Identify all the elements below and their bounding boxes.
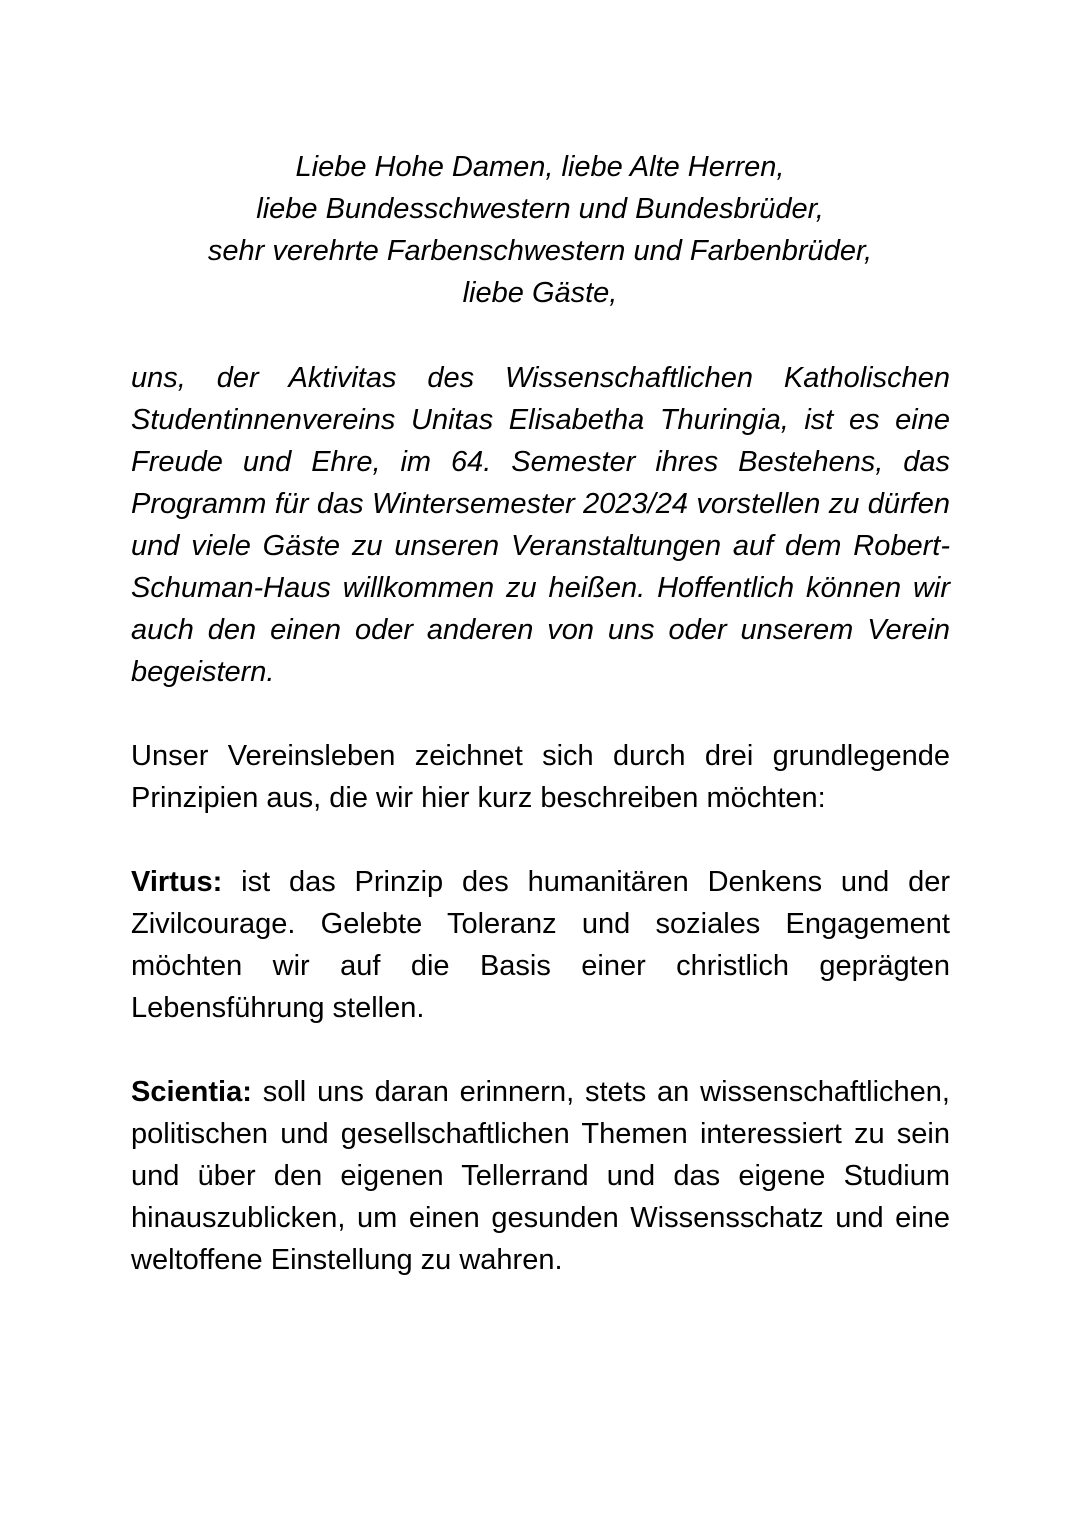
principles-intro-paragraph: Unser Vereinsleben zeichnet sich durch drei grundlegende Prinzipien aus, die wir hier kurz beschreiben möchten: [131,740,950,814]
principle-term: Scientia: [131,1076,252,1108]
greeting-line: Liebe Hohe Damen, liebe Alte Herren, [295,151,785,183]
principle-text: soll uns daran erinnern, stets an wissenschaftlichen, politischen und gesellschaftlichen Themen interessiert zu sein und über den eigenen Tellerrand und das eigene Studium hinauszublicken, um einen gesunden Wissensschatz und eine weltoffene Einstellung zu wahren. [131,1076,950,1276]
principle-term: Virtus: [131,866,223,898]
greeting [130,146,950,314]
principle-scientia [131,1071,950,1281]
greeting-line: liebe Gäste, [462,277,618,309]
greeting-line: liebe Bundesschwestern und Bundesbrüder, [256,193,824,225]
principle-virtus [131,861,950,1029]
greeting-line: sehr verehrte Farbenschwestern und Farbenbrüder, [207,235,873,267]
principle-text: ist das Prinzip des humanitären Denkens und der Zivilcourage. Gelebte Toleranz und soziales Engagement möchten wir auf die Basis einer christlich geprägten Lebensführung stellen. [131,866,950,1024]
intro-paragraph: uns, der Aktivitas des Wissenschaftlichen Katholischen Studentinnenvereins Unitas Elisabetha Thuringia, ist es eine Freude und Ehre, im 64. Semester ihres Bestehens, das Programm für das Wintersemester 2023/24 vorstellen zu dürfen und viele Gäste zu unseren Veranstaltungen auf dem Robert-Schuman-Haus willkommen zu heißen. Hoffentlich können wir auch den einen oder anderen von uns oder unserem Verein begeistern. [131,362,950,688]
